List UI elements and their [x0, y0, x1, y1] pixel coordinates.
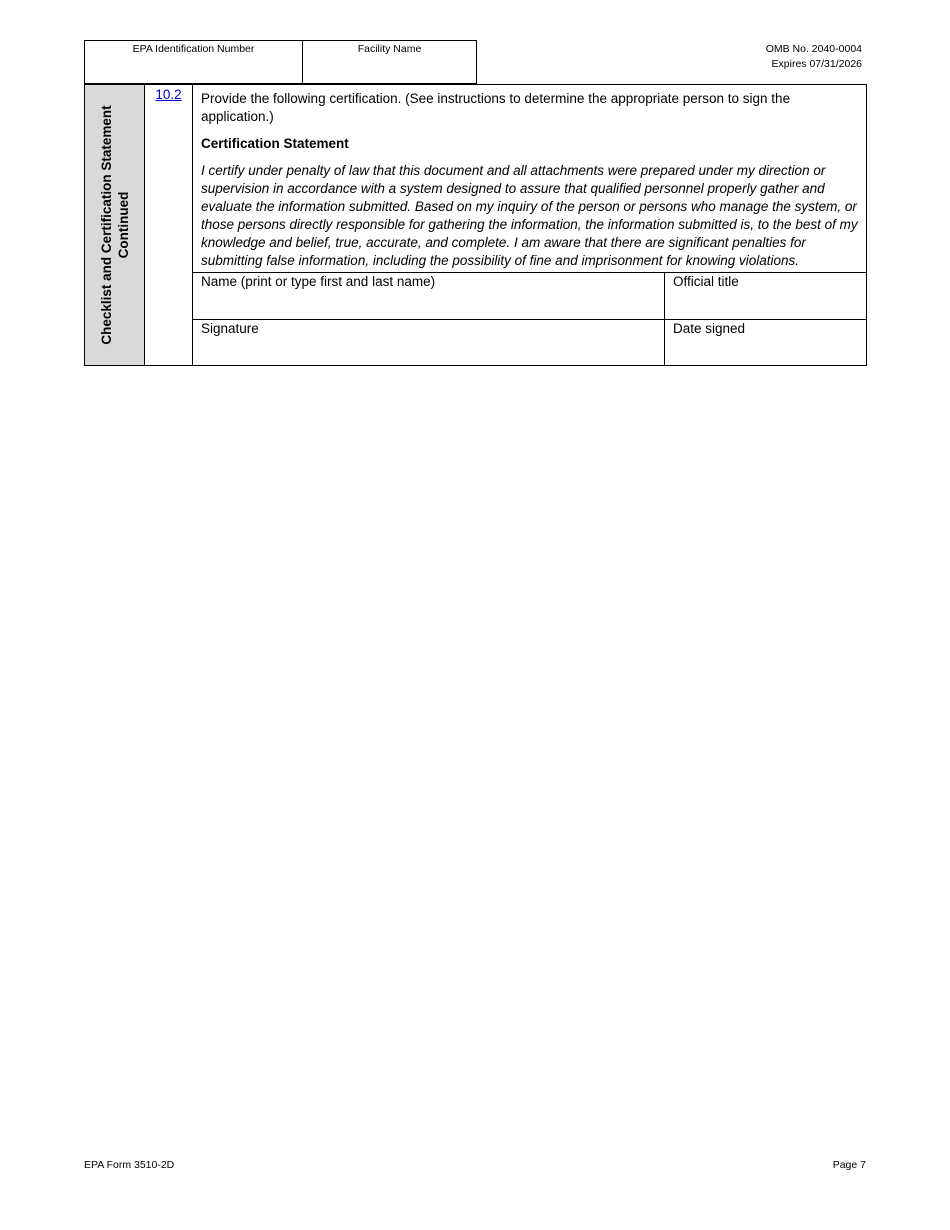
facility-name-label: Facility Name [357, 43, 422, 55]
certification-section [84, 84, 867, 366]
item-number-cell [145, 85, 193, 365]
signature-label: Signature [201, 320, 259, 336]
signature-date-row [193, 319, 866, 366]
official-title-field[interactable] [665, 273, 866, 319]
omb-number: OMB No. 2040-0004 [765, 43, 862, 55]
page-number: Page 7 [832, 1159, 866, 1171]
form-name: EPA Form 3510-2D [84, 1159, 175, 1171]
facility-name-field[interactable] [302, 40, 477, 84]
name-field[interactable] [193, 273, 665, 319]
certification-content [193, 85, 866, 365]
section-side-title [85, 85, 145, 365]
date-signed-label: Date signed [673, 320, 746, 336]
signature-field[interactable] [193, 320, 665, 366]
official-title-label: Official title [673, 274, 739, 289]
certification-body: I certify under penalty of law that this document and all attachments were prepared under my direction or supervision in accordance with a system designed to assure that qualified personnel properly gather and evaluate the information submitted. Based on my inquiry of the person or persons who manage the system, or those persons directly responsible for gathering the information, the information submitted is, to the best of my knowledge and belief, true, accurate, and complete. I am aware that there are significant penalties for submitting false information, including the possibility of fine and imprisonment for knowing violations. [201, 163, 858, 268]
epa-id-field[interactable] [84, 40, 303, 84]
certification-title: Certification Statement [201, 136, 349, 151]
item-number-link[interactable]: 10.2 [155, 87, 182, 102]
omb-info [766, 42, 862, 72]
name-label: Name (print or type first and last name) [201, 274, 436, 289]
name-title-row [193, 272, 866, 319]
epa-id-label: EPA Identification Number [132, 43, 255, 55]
expiration-date: Expires 07/31/2026 [771, 58, 862, 70]
instruction-text: Provide the following certification. (See instructions to determine the appropriate person to sign the application.) [201, 91, 791, 124]
date-signed-field[interactable] [665, 320, 866, 366]
side-title-line2: Continued [115, 191, 131, 259]
side-title-line1: Checklist and Certification Statement [98, 105, 114, 345]
